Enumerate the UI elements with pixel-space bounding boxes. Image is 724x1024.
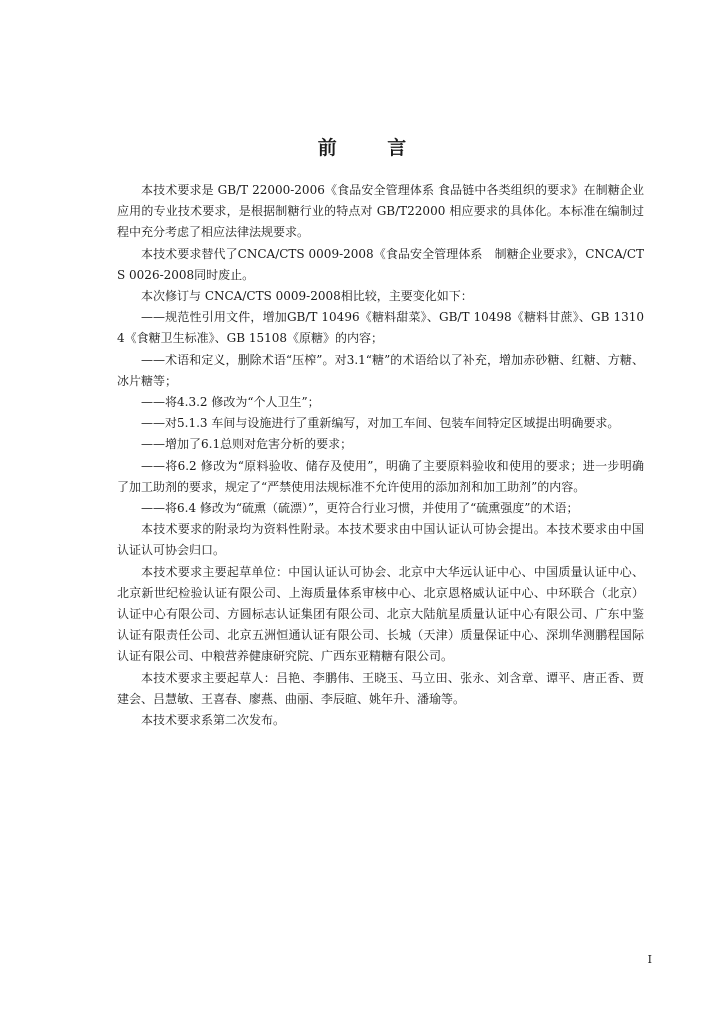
preface-body bbox=[117, 180, 644, 731]
page-title: 前 言 bbox=[317, 137, 429, 159]
paragraph: ——将4.3.2 修改为“个人卫生”； bbox=[141, 395, 320, 410]
paragraph: ——增加了6.1总则对危害分析的要求； bbox=[141, 437, 353, 452]
page-number: I bbox=[647, 953, 652, 966]
paragraph: ——对5.1.3 车间与设施进行了重新编写，对加工车间、包装车间特定区域提出明确要求。 bbox=[141, 416, 620, 431]
paragraph: ——术语和定义，删除术语“压榨”。对3.1“糖”的术语给以了补充，增加赤砂糖、红糖、方糖、冰片糖等； bbox=[117, 352, 644, 388]
paragraph: ——规范性引用文件，增加GB/T 10496《糖料甜菜》、GB/T 10498《糖料甘蔗》、GB 13104《食糖卫生标准》、GB 15108《原糖》的内容； bbox=[117, 310, 644, 346]
paragraph: 本次修订与 CNCA/CTS 0009-2008相比较，主要变化如下： bbox=[141, 289, 473, 304]
paragraph: 本技术要求替代了CNCA/CTS 0009-2008《食品安全管理体系 制糖企业要求》，CNCA/CTS 0026-2008同时废止。 bbox=[117, 246, 644, 282]
paragraph: 本技术要求主要起草单位：中国认证认可协会、北京中大华远认证中心、中国质量认证中心、北京新世纪检验认证有限公司、上海质量体系审核中心、北京恩格威认证中心、中环联合（北京）认证中心有限公司、方圆标志认证集团有限公司、北京大陆航星质量认证中心有限公司、广东中鉴认证有限责任公司、北京五洲恒通认证有限公司、长城（天津）质量保证中心、深圳华测鹏程国际认证有限公司、中粮营养健康研究院、广西东亚精糖有限公司。 bbox=[117, 564, 644, 664]
paragraph: ——将6.4 修改为“硫熏（硫漂）”，更符合行业习惯，并使用了“硫熏强度”的术语； bbox=[141, 501, 579, 516]
paragraph: 本技术要求的附录均为资料性附录。本技术要求由中国认证认可协会提出。本技术要求由中国认证认可协会归口。 bbox=[117, 522, 644, 558]
paragraph: ——将6.2 修改为“原料验收、储存及使用”，明确了主要原料验收和使用的要求；进一步明确了加工助剂的要求，规定了“严禁使用法规标准不允许使用的添加剂和加工助剂”的内容。 bbox=[117, 458, 644, 494]
paragraph: 本技术要求系第二次发布。 bbox=[141, 713, 286, 728]
paragraph: 本技术要求主要起草人：吕艳、李鹏伟、王晓玉、马立田、张永、刘含章、谭平、唐正香、贾建会、吕慧敏、王喜春、廖燕、曲丽、李辰暄、姚年升、潘瑜等。 bbox=[117, 670, 644, 706]
paragraph: 本技术要求是 GB/T 22000-2006《食品安全管理体系 食品链中各类组织的要求》在制糖企业应用的专业技术要求，是根据制糖行业的特点对 GB/T22000 相应要求的具体化。本标准在编制过程中充分考虑了相应法律法规要求。 bbox=[117, 183, 644, 240]
